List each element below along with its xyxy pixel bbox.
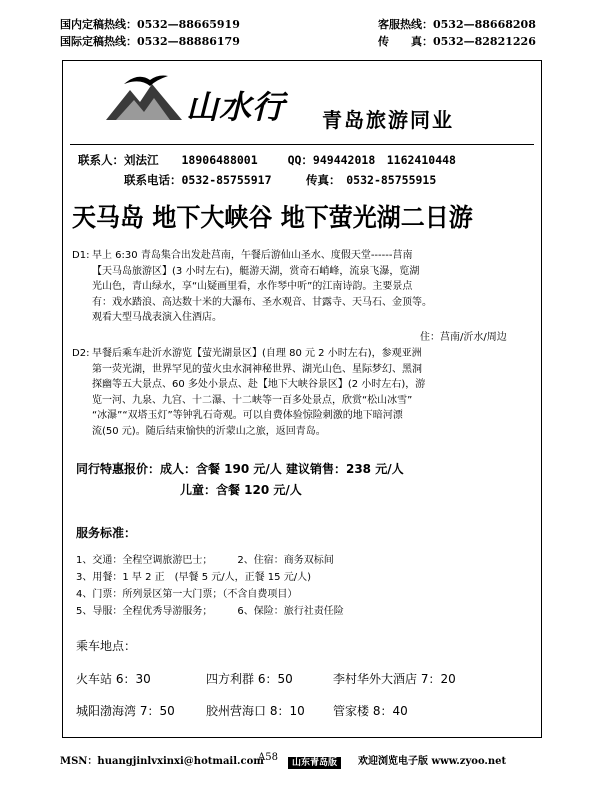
price-adult-line: 同行特惠报价：成人：含餐 190 元/人 建议销售：238 元/人 bbox=[76, 462, 404, 476]
day2-line: 流(50 元)。随后结束愉快的沂蒙山之旅，返回青岛。 bbox=[92, 425, 326, 437]
pickup-location: 李村华外大酒店 7：20 bbox=[333, 672, 456, 686]
pickup-heading: 乘车地点： bbox=[76, 639, 137, 653]
day2-line: “冰瀑”“双塔玉灯”等钟乳石奇观。可以自费体验惊险刺激的地下暗河漂 bbox=[92, 410, 403, 422]
pickup-location: 管家楼 8：40 bbox=[333, 704, 408, 718]
day2-text bbox=[92, 346, 425, 440]
pickup-location: 胶州营海口 8：10 bbox=[206, 704, 305, 718]
day1-line: 【天马岛旅游区】(3 小时左右)，艇游天湖，赏奇石峭峰，流泉飞瀑，览湖 bbox=[92, 265, 420, 277]
day2-line: 早餐后乘车赴沂水游览【萤光湖景区】(自理 80 元 2 小时左右)，参观亚洲 bbox=[92, 348, 422, 359]
edition-badge-wrap bbox=[288, 750, 341, 769]
mountain-bird-icon bbox=[104, 70, 184, 122]
pickup-location: 四方利群 6：50 bbox=[206, 672, 293, 686]
day1-line: 早上 6:30 青岛集合出发赴莒南，午餐后游仙山圣水、度假天堂------莒南 bbox=[92, 250, 413, 261]
day2-label: D2: bbox=[72, 348, 90, 359]
footer-slogan: 欢迎浏览电子版 www.zyoo.net bbox=[358, 756, 507, 767]
service-item: 3、用餐：1 早 2 正 (早餐 5 元/人，正餐 15 元/人) bbox=[76, 572, 311, 583]
international-hotline: 国际定稿热线：0532—88886179 bbox=[60, 35, 240, 48]
day2-line: 第一荧光湖，世界罕见的萤火虫水洞神秘世界、湖光山色、星际梦幻、黑洞 bbox=[92, 363, 422, 375]
service-item: 5、导服：全程优秀导游服务； 6、保险：旅行社责任险 bbox=[76, 606, 344, 617]
brand-subtitle: 青岛旅游同业 bbox=[322, 108, 454, 132]
service-item: 4、门票：所列景区第一大门票；（不含自费项目） bbox=[76, 589, 298, 600]
price-child-line: 儿童：含餐 120 元/人 bbox=[180, 483, 302, 497]
domestic-hotline: 国内定稿热线：0532—88665919 bbox=[60, 18, 240, 31]
tour-title: 天马岛 地下大峡谷 地下萤光湖二日游 bbox=[72, 203, 473, 232]
fax-hotline: 传 真：0532—82821226 bbox=[378, 35, 536, 48]
brand-logo-text: 山水行 bbox=[186, 88, 286, 126]
service-hotline: 客服热线：0532—88668208 bbox=[378, 18, 536, 31]
accommodation-note: 住：莒南/沂水/周边 bbox=[420, 332, 507, 343]
day1-text bbox=[92, 248, 432, 326]
day1-line: 有：戏水踏浪、高达数十米的大瀑布、圣水观音、甘露寺、天马石、金顶等。 bbox=[92, 296, 432, 308]
day1-line: 光山色，青山绿水，享“山疑画里看，水作琴中听”的江南诗韵。主要景点 bbox=[92, 281, 413, 293]
day2-line: 探幽等五大景点、60 多处小景点、赴【地下大峡谷景区】(2 小时左右)，游 bbox=[92, 379, 426, 391]
divider bbox=[70, 144, 534, 145]
day2-line: 览一河、九泉、九宫、十二瀑、十二峡等一百多处景点，欣赏“松山冰雪” bbox=[92, 394, 413, 406]
services-heading: 服务标准： bbox=[76, 526, 137, 540]
day1-line: 观看大型马战表演入住酒店。 bbox=[92, 312, 222, 324]
msn-contact: MSN：huangjinlvxinxi@hotmail.com bbox=[60, 756, 264, 767]
contact-phone-line: 联系电话：0532-85755917 传真： 0532-85755915 bbox=[124, 173, 437, 187]
pickup-location: 城阳渤海湾 7：50 bbox=[76, 704, 175, 718]
contact-person-line: 联系人：刘法江 18906488001 QQ：949442018 1162410448 bbox=[78, 153, 456, 167]
service-item: 1、交通：全程空调旅游巴士； 2、住宿：商务双标间 bbox=[76, 555, 334, 566]
pickup-location: 火车站 6：30 bbox=[76, 672, 151, 686]
edition-badge: 山东青岛版 bbox=[288, 757, 341, 769]
page-number: A58 bbox=[258, 752, 278, 763]
day1-label: D1: bbox=[72, 250, 90, 261]
